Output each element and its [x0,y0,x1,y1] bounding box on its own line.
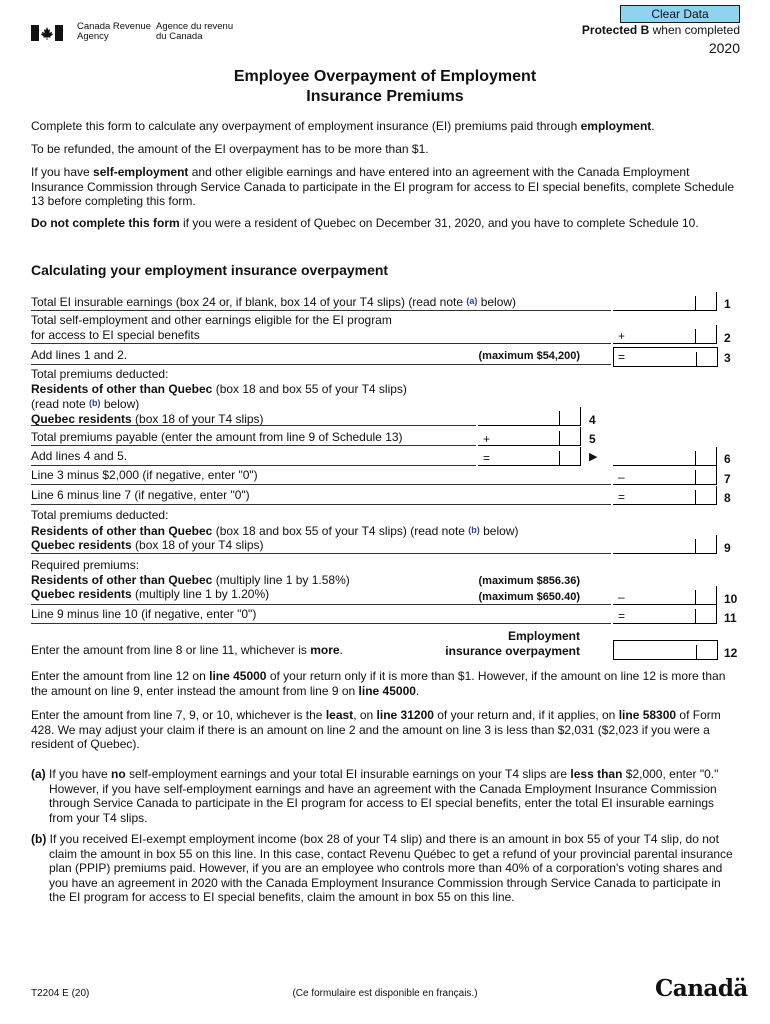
protected-status: Protected B when completed [581,23,740,37]
agency-name-fr: Agence du revenu du Canada [156,21,234,42]
line-11-number: 11 [724,611,737,625]
line-8-number: 8 [724,491,731,505]
line-4-number: 4 [589,413,596,427]
line-7-rule [31,484,611,485]
line-8-label: Line 6 minus line 7 (if negative, enter "0") [31,488,250,502]
line-11-equals-sign: = [618,609,626,623]
line-12-caption: Employment insurance overpayment [445,629,580,658]
line-6-subtotal-field[interactable] [478,447,581,466]
page-title: Employee Overpayment of Employment Insurance Premiums [233,68,537,105]
line-9-rule [31,553,611,554]
section-title: Calculating your employment insurance overpayment [31,262,389,278]
canada-wordmark-logo: Canadä [655,975,748,1002]
line-8-amount-field[interactable] [613,486,717,505]
line-7-label: Line 3 minus $2,000 (if negative, enter "0") [31,468,258,482]
line-6-equals-sign: = [483,451,491,465]
intro-paragraph-3: If you have self-employment and other eligible earnings and have entered into an agreement with the Canada Employment Insurance Commission through Service Canada to participate in the EI program for access to EI special benefits, complete Schedule 13 before completing this form. [31,165,735,208]
line-10-maximum-quebec: (maximum $650.40) [478,591,580,603]
line-9-number: 9 [724,541,731,555]
line-10-maximum-other: (maximum $856.36) [478,575,580,587]
line-6-number: 6 [724,452,731,466]
line-6-amount-field[interactable] [613,447,717,466]
line-10-label: Required premiums: Residents of other than Quebec (multiply line 1 by 1.58%) Quebec residents (multiply line 1 by 1.20%) [31,558,350,601]
line-7-amount-field[interactable] [613,466,717,485]
line-2-rule [31,343,611,344]
line-3-rule [31,364,611,365]
line-2-label: Total self-employment and other earnings eligible for the EI program for access to EI special benefits [31,313,392,342]
instruction-line-31200: Enter the amount from line 7, 9, or 10, whichever is the least, on line 31200 of your return and, if it applies, on line 58300 of Form 428. We may adjust your claim if there is an amount on line 2 and the amount on line 3 is less than $2,031 ($2,023 if you were a resident of Quebec). [31,708,721,751]
line-10-amount-field[interactable] [613,586,717,605]
line-12-number: 12 [724,646,738,660]
line-1-label: Total EI insurable earnings (box 24 or, if blank, box 14 of your T4 slips) (read note (a) below) [31,295,517,309]
intro-paragraph-2: To be refunded, the amount of the EI overpayment has to be more than $1. [31,142,429,156]
intro-paragraph-4: Do not complete this form if you were a resident of Quebec on December 31, 2020, and you have to complete Schedule 10. [31,216,699,230]
line-9-label: Total premiums deducted: Residents of other than Quebec (box 18 and box 55 of your T4 slips) (read note (b) below) Quebec residents (box 18 of your T4 slips) [31,508,519,552]
line-3-number: 3 [724,351,731,365]
canada-flag-icon [31,25,63,41]
line-12-amount-field[interactable] [613,640,718,660]
line-9-amount-field[interactable] [613,535,717,554]
agency-name-en: Canada Revenue Agency [77,21,151,42]
clear-data-button[interactable]: Clear Data [620,5,740,23]
line-3-maximum: (maximum $54,200) [478,350,580,362]
line-5-amount-field[interactable] [478,427,581,446]
line-6-label: Add lines 4 and 5. [31,449,128,463]
line-3-amount-field[interactable] [613,347,718,367]
line-11-amount-field[interactable] [613,605,717,624]
line-3-equals-sign: = [618,350,626,364]
line-4-rule [31,425,476,426]
note-b: (b) If you received EI-exempt employment income (box 28 of your T4 slip) and there is an amount in box 55 of your T4 slip, do not claim the amount in box 55 on this line. In this case, contact Revenu Québec to get a refund of your provincial parental insurance plan (PPIP) premiums paid. However, if you are an employee who controls more than 40% of a corporation's voting shares and you have an agreement in 2020 with the Canada Employment Insurance Commission through Service Canada to participate in the EI program for access to EI special benefits, claim the amount in box 55 on this line. [31,832,733,904]
line-11-rule [31,623,611,624]
line-5-number: 5 [589,432,596,446]
line-2-plus-sign: + [618,329,626,343]
line-10-minus-sign: – [618,590,625,604]
instruction-line-45000: Enter the amount from line 12 on line 45000 of your return only if it is more than $1. However, if the amount on line 12 is more than the amount on line 9, enter instead the amount from line 9 on line 45000. [31,669,726,698]
line-1-rule [31,310,611,311]
line-10-number: 10 [724,592,738,606]
carry-forward-arrow-icon: ▶ [589,451,598,463]
line-7-number: 7 [724,472,731,486]
line-6-rule [31,465,476,466]
line-2-number: 2 [724,331,731,345]
line-3-label: Add lines 1 and 2. [31,348,128,362]
french-availability-note: (Ce formulaire est disponible en français.) [292,988,478,999]
line-2-amount-field[interactable] [613,325,717,344]
line-5-label: Total premiums payable (enter the amount from line 9 of Schedule 13) [31,430,403,444]
line-5-rule [31,445,476,446]
line-8-rule [31,504,611,505]
line-1-amount-field[interactable] [613,292,717,311]
line-5-plus-sign: + [483,432,491,446]
line-4-label: Total premiums deducted: Residents of other than Quebec (box 18 and box 55 of your T4 slips) (read note (b) below) Quebec residents (box 18 of your T4 slips) [31,367,407,426]
note-a: (a) If you have no self-employment earnings and your total EI insurable earnings on your T4 slips are less than $2,000, enter "0." However, if you have self-employment earnings and have an agreement with the Canada Employment Insurance Commission through Service Canada to participate in the EI program for access to EI special benefits, enter the total EI insurable earnings from your T4 slips. [31,767,719,825]
line-10-rule [31,604,611,605]
line-8-equals-sign: = [618,490,626,504]
form-code: T2204 E (20) [31,988,90,999]
line-12-label: Enter the amount from line 8 or line 11, whichever is more. [31,643,343,657]
line-1-number: 1 [724,297,731,311]
line-11-label: Line 9 minus line 10 (if negative, enter "0") [31,607,257,621]
line-7-minus-sign: – [618,470,625,484]
line-4-amount-field[interactable] [478,407,581,426]
form-year: 2020 [708,40,740,56]
intro-paragraph-1: Complete this form to calculate any overpayment of employment insurance (EI) premiums paid through employment. [31,119,655,133]
